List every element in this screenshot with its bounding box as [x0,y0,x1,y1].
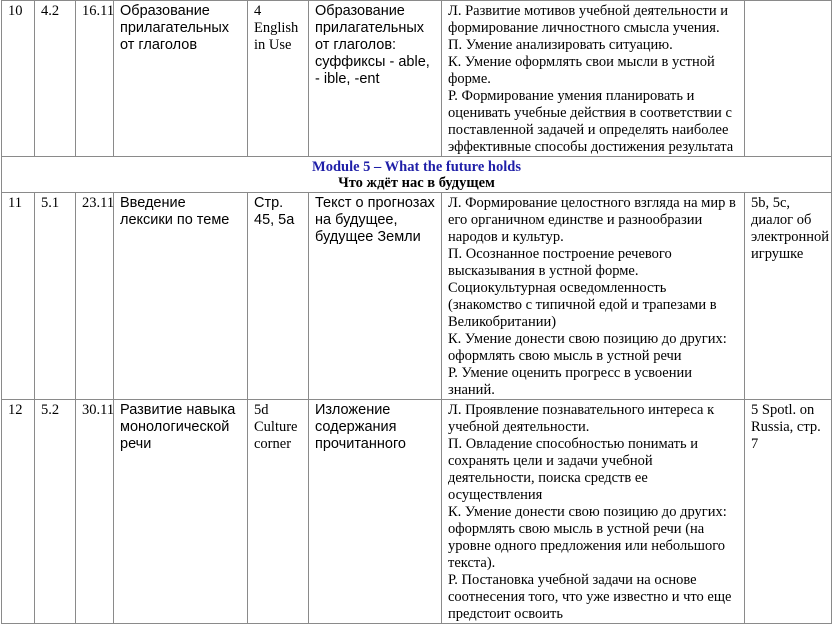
result-regulatory: Р. Постановка учебной задачи на основе соотнесения того, что уже известно и что еще предстоит освоить [448,572,732,622]
table-row [2,400,832,624]
result-communicative: К. Умение донести свою позицию до других: оформлять свою мысль в устной речи (на уровне одного предложения или небольшого текста). [448,504,727,571]
module-subtitle: Что ждёт нас в будущем [338,175,495,191]
material-cell: 4 English in Use [248,1,309,157]
topic-cell: Развитие навыка монологической речи [114,400,248,624]
lesson-plan-table [1,0,832,624]
result-personal: Л. Проявление познавательного интереса к учебной деятельности. [448,402,715,435]
date-cell: 16.11 [76,1,114,157]
results-cell [442,400,745,624]
material-cell: 5d Culture corner [248,400,309,624]
content-cell: Изложение содержания прочитанного [309,400,442,624]
result-cognitive: П. Осознанное построение речевого высказывания в устной форме. Социокультурная осведомленность (знакомство с типичной едой и трапезами в Великобритании) [448,246,717,330]
topic-cell: Образование прилагательных от глаголов [114,1,248,157]
module-header-row [2,157,832,193]
lesson-code-cell: 5.2 [35,400,76,624]
result-communicative: К. Умение оформлять свои мысли в устной форме. [448,54,715,87]
extra-cell [745,1,832,157]
material-cell: Стр. 45, 5а [248,193,309,400]
date-cell: 23.11 [76,193,114,400]
result-communicative: К. Умение донести свою позицию до других: оформлять свою мысль в устной речи [448,331,727,364]
table-row [2,193,832,400]
result-regulatory: Р. Формирование умения планировать и оценивать учебные действия в соответствии с поставленной задачей и определять наиболее эффективные способы достижения результата [448,88,734,155]
extra-cell: 5b, 5c, диалог об электронной игрушке [745,193,832,400]
table-row [2,1,832,157]
result-regulatory: Р. Умение оценить прогресс в усвоении знаний. [448,365,693,398]
result-personal: Л. Развитие мотивов учебной деятельности и формирование личностного смысла учения. [448,3,729,36]
content-cell: Образование прилагательных от глаголов: суффиксы - able, - ible, -ent [309,1,442,157]
module-header-cell [2,157,832,193]
date-cell: 30.11 [76,400,114,624]
results-cell [442,193,745,400]
lesson-number-cell: 11 [2,193,35,400]
result-cognitive: П. Умение анализировать ситуацию. [448,37,673,53]
lesson-code-cell: 4.2 [35,1,76,157]
lesson-number-cell: 10 [2,1,35,157]
lesson-number-cell: 12 [2,400,35,624]
topic-cell: Введение лексики по теме [114,193,248,400]
results-cell [442,1,745,157]
lesson-code-cell: 5.1 [35,193,76,400]
content-cell: Текст о прогнозах на будущее, будущее Земли [309,193,442,400]
result-personal: Л. Формирование целостного взгляда на мир в его органичном единстве и разнообразии народов и культур. [448,195,736,245]
module-title: Module 5 – What the future holds [312,159,521,175]
extra-cell: 5 Spotl. on Russia, стр. 7 [745,400,832,624]
result-cognitive: П. Овладение способностью понимать и сохранять цели и задачи учебной деятельности, поиска средств ее осуществления [448,436,698,503]
